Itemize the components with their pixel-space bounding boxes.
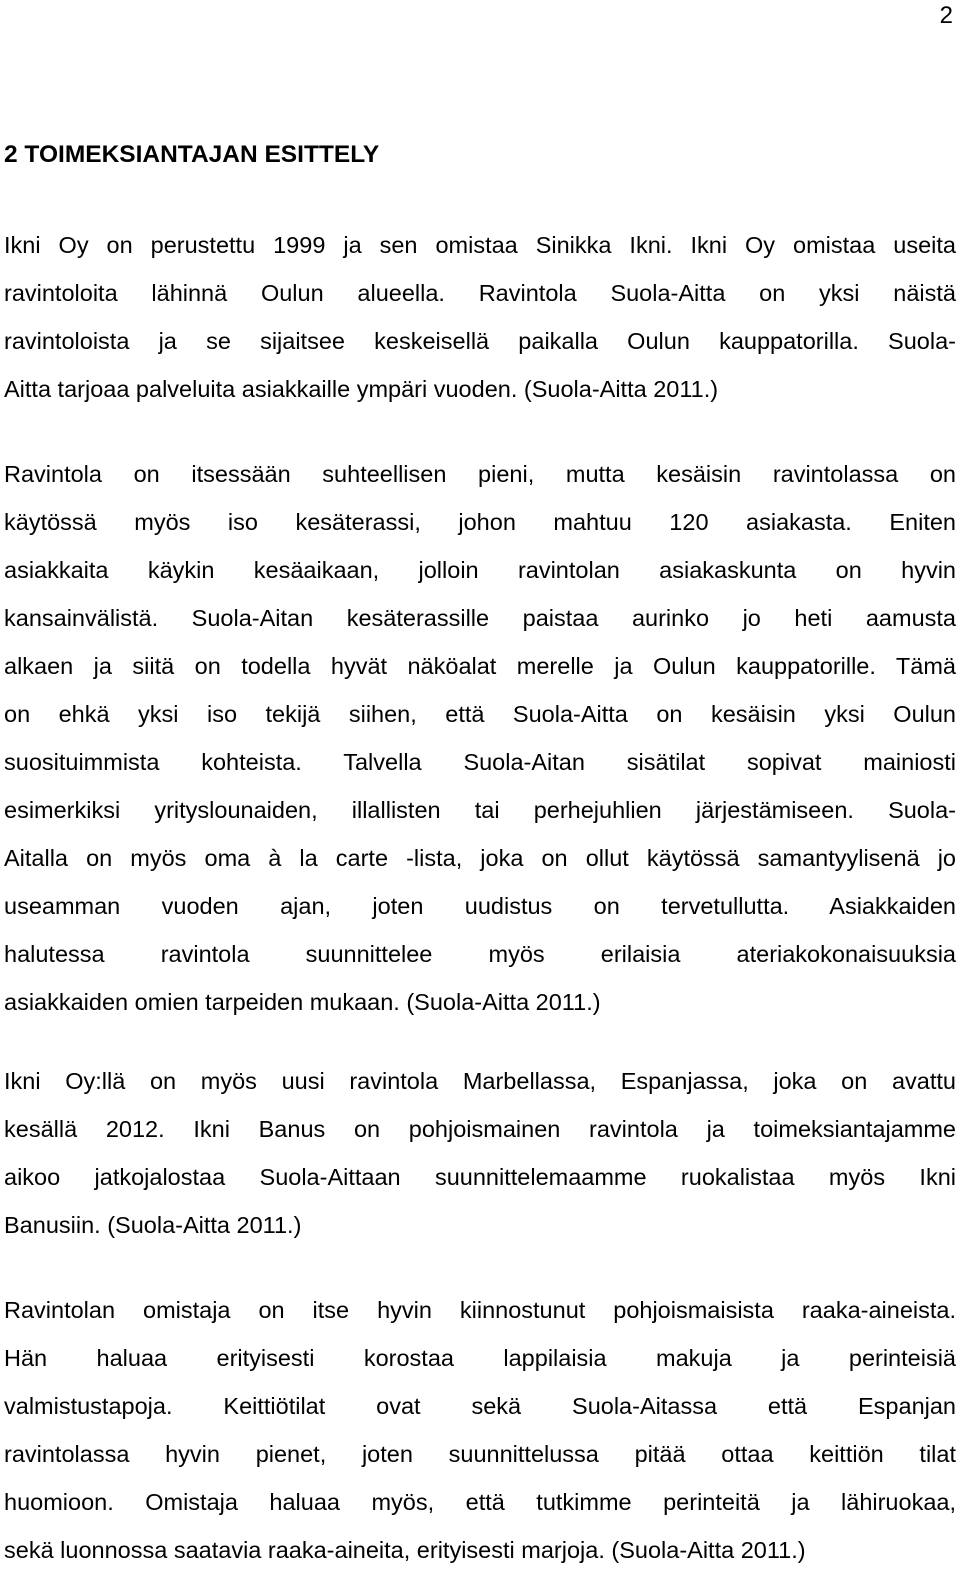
paragraph-line: Ikni Oy:llä on myös uusi ravintola Marbellassa, Espanjassa, joka on avattu (4, 1068, 956, 1094)
paragraph-line: ravintoloista ja se sijaitsee keskeisellä paikalla Oulun kauppatorilla. Suola- (4, 328, 956, 354)
paragraph-marbella (4, 1057, 956, 1249)
paragraph-line: ravintolassa hyvin pienet, joten suunnittelussa pitää ottaa keittiön tilat (4, 1441, 956, 1467)
paragraph-line: on ehkä yksi iso tekijä siihen, että Suola-Aitta on kesäisin yksi Oulun (4, 701, 956, 727)
paragraph-company-intro (4, 221, 956, 413)
paragraph-line: Banusiin. (Suola-Aitta 2011.) (4, 1212, 302, 1238)
paragraph-line: kansainvälistä. Suola-Aitan kesäterassille paistaa aurinko jo heti aamusta (4, 605, 956, 631)
paragraph-line: huomioon. Omistaja haluaa myös, että tutkimme perinteitä ja lähiruokaa, (4, 1489, 956, 1515)
paragraph-line: useamman vuoden ajan, joten uudistus on tervetullutta. Asiakkaiden (4, 893, 956, 919)
paragraph-line: asiakkaiden omien tarpeiden mukaan. (Suola-Aitta 2011.) (4, 989, 601, 1015)
paragraph-line: sekä luonnossa saatavia raaka-aineita, erityisesti marjoja. (Suola-Aitta 2011.) (4, 1537, 806, 1563)
paragraph-line: ravintoloita lähinnä Oulun alueella. Ravintola Suola-Aitta on yksi näistä (4, 280, 956, 306)
paragraph-line: Ravintola on itsessään suhteellisen pieni, mutta kesäisin ravintolassa on (4, 461, 956, 487)
paragraph-line: suosituimmista kohteista. Talvella Suola-Aitan sisätilat sopivat mainiosti (4, 749, 956, 775)
paragraph-line: asiakkaita käykin kesäaikaan, jolloin ravintolan asiakaskunta on hyvin (4, 557, 956, 583)
paragraph-line: kesällä 2012. Ikni Banus on pohjoismainen ravintola ja toimeksiantajamme (4, 1116, 956, 1142)
paragraph-line: esimerkiksi yrityslounaiden, illallisten tai perhejuhlien järjestämiseen. Suola- (4, 797, 956, 823)
paragraph-line: Aitta tarjoaa palveluita asiakkaille ympäri vuoden. (Suola-Aitta 2011.) (4, 376, 719, 402)
page-number: 2 (939, 2, 953, 29)
paragraph-line: valmistustapoja. Keittiötilat ovat sekä Suola-Aitassa että Espanjan (4, 1393, 956, 1419)
paragraph-line: Hän haluaa erityisesti korostaa lappilaisia makuja ja perinteisiä (4, 1345, 956, 1371)
paragraph-restaurant-description (4, 450, 956, 1026)
paragraph-line: halutessa ravintola suunnittelee myös erilaisia ateriakokonaisuuksia (4, 941, 956, 967)
paragraph-line: käytössä myös iso kesäterassi, johon mahtuu 120 asiakasta. Eniten (4, 509, 956, 535)
paragraph-line: aikoo jatkojalostaa Suola-Aittaan suunnittelemaamme ruokalistaa myös Ikni (4, 1164, 956, 1190)
paragraph-owner (4, 1286, 956, 1574)
section-heading: 2 TOIMEKSIANTAJAN ESITTELY (4, 141, 380, 168)
paragraph-line: Ikni Oy on perustettu 1999 ja sen omistaa Sinikka Ikni. Ikni Oy omistaa useita (4, 232, 956, 258)
paragraph-line: alkaen ja siitä on todella hyvät näköalat merelle ja Oulun kauppatorille. Tämä (4, 653, 956, 679)
paragraph-line: Ravintolan omistaja on itse hyvin kiinnostunut pohjoismaisista raaka-aineista. (4, 1297, 956, 1323)
paragraph-line: Aitalla on myös oma à la carte -lista, joka on ollut käytössä samantyylisenä jo (4, 845, 956, 871)
